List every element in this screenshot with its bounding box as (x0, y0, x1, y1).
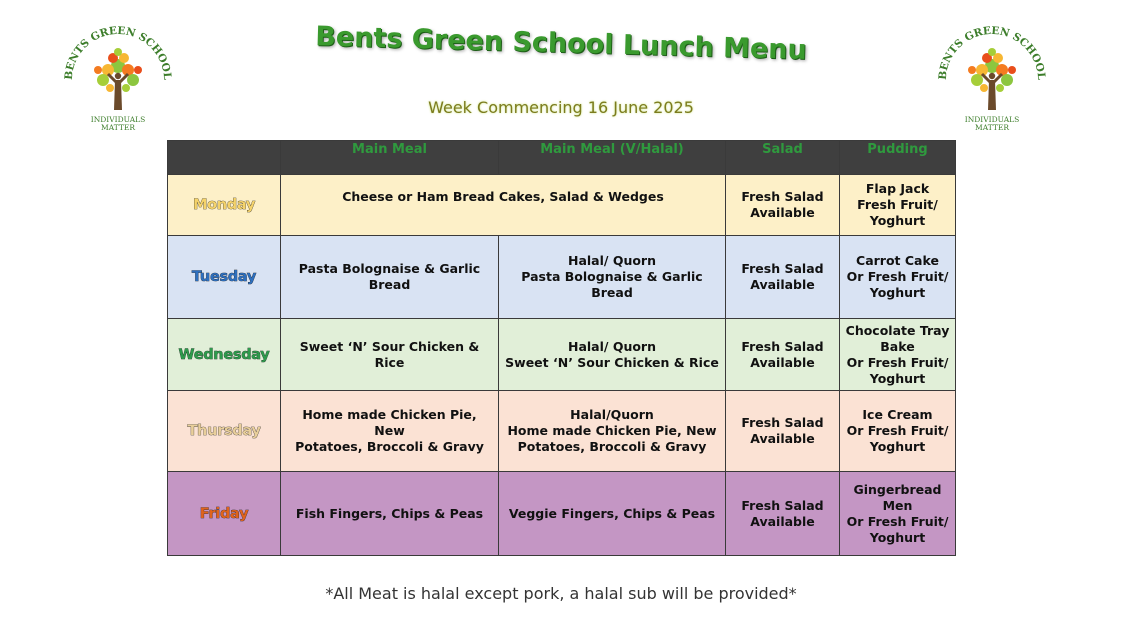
cell-line: Or Fresh Fruit/ (846, 423, 949, 438)
table-row (168, 472, 956, 556)
main-meal-cell (281, 319, 499, 391)
table-row (168, 319, 956, 391)
cell-line: Gingerbread (853, 481, 942, 497)
table-row (168, 236, 956, 319)
main-meal-cell (281, 391, 499, 472)
cell-line: Yoghurt (869, 529, 926, 545)
cell-line: Fresh Salad (741, 415, 824, 430)
cell-line: Yoghurt (869, 370, 926, 386)
cell-line: Carrot Cake (856, 253, 939, 268)
main-meal-combined-cell (281, 175, 726, 236)
cell-line: Halal/ Quorn (568, 338, 656, 354)
day-cell (168, 236, 281, 319)
cell-line: Bread (368, 277, 411, 292)
cell-line: Fresh Salad (741, 338, 824, 354)
cell-line: Halal/ Quorn (568, 253, 656, 268)
cell-line: Available (750, 277, 815, 292)
cell-line: Or Fresh Fruit/ (846, 354, 949, 370)
cell-line: Yoghurt (869, 439, 926, 454)
school-logo (932, 18, 1052, 138)
halal-note: *All Meat is halal except pork, a halal sub will be provided* (325, 584, 797, 603)
cell-line: Halal/Quorn (570, 407, 654, 422)
cell-line: Veggie Fingers, Chips & Peas (508, 505, 716, 521)
main-meal-veg-cell (499, 391, 726, 472)
salad-cell (726, 175, 840, 236)
main-meal-veg-cell (499, 236, 726, 319)
pudding-cell (840, 472, 956, 556)
cell-line: Available (750, 431, 815, 446)
table-row (168, 175, 956, 236)
cell-line: Or Fresh Fruit/ (846, 269, 949, 284)
column-header-day (168, 141, 281, 175)
cell-line: Home made Chicken Pie, New (302, 407, 477, 438)
cell-line: Fresh Salad (741, 189, 824, 204)
cell-line: Or Fresh Fruit/ (846, 513, 949, 529)
cell-line: Available (750, 513, 815, 529)
cell-line: Fresh Fruit/ (857, 197, 938, 212)
pudding-cell (840, 391, 956, 472)
cell-line: Yoghurt (869, 285, 926, 300)
main-meal-cell (281, 236, 499, 319)
pudding-cell (840, 236, 956, 319)
logo-tagline-2: MATTER (975, 123, 1009, 132)
main-meal-cell (281, 472, 499, 556)
day-cell (168, 175, 281, 236)
pudding-cell (840, 175, 956, 236)
logo-arc-text: BENTS GREEN SCHOOL (936, 24, 1048, 81)
cell-line: Pasta Bolognaise & Garlic (298, 261, 481, 276)
day-cell (168, 319, 281, 391)
cell-line: Flap Jack (865, 181, 930, 196)
salad-cell (726, 391, 840, 472)
day-label: Monday (192, 197, 256, 213)
cell-line: Fresh Salad (741, 261, 824, 276)
cell-line: Yoghurt (869, 213, 926, 228)
main-meal-veg-cell (499, 319, 726, 391)
cell-line: Sweet ‘N’ Sour Chicken & Rice (299, 338, 480, 370)
table-header-row (168, 141, 956, 175)
logo-tagline-1: INDIVIDUALS (964, 115, 1020, 124)
day-cell (168, 391, 281, 472)
main-meal-veg-cell (499, 472, 726, 556)
cell-line: Fish Fingers, Chips & Peas (295, 505, 484, 521)
page-title: Bents Green School Lunch Menu (314, 21, 808, 66)
lunch-menu-table (167, 140, 956, 556)
pudding-cell (840, 319, 956, 391)
column-header-salad: Salad (726, 141, 840, 175)
logo-arc-text: BENTS GREEN SCHOOL (62, 24, 174, 81)
column-header-main-meal: Main Meal (281, 141, 499, 175)
logo-tagline-1: INDIVIDUALS (90, 115, 146, 124)
salad-cell (726, 236, 840, 319)
day-label: Friday (199, 505, 249, 522)
cell-line: Chocolate Tray (845, 322, 950, 338)
cell-line: Available (750, 205, 815, 220)
cell-line: Home made Chicken Pie, New (507, 423, 717, 438)
day-label: Thursday (187, 423, 261, 439)
cell-line: Sweet ‘N’ Sour Chicken & Rice (505, 354, 719, 370)
column-header-main-meal-veg: Main Meal (V/Halal) (499, 141, 726, 175)
logo-tagline-2: MATTER (101, 123, 135, 132)
week-subtitle: Week Commencing 16 June 2025 (428, 98, 694, 117)
cell-line: Fresh Salad (741, 497, 824, 513)
cell-line: Bake (880, 338, 915, 354)
cell-line: Potatoes, Broccoli & Gravy (295, 439, 484, 454)
salad-cell (726, 319, 840, 391)
salad-cell (726, 472, 840, 556)
cell-line: Cheese or Ham Bread Cakes, Salad & Wedges (342, 189, 664, 204)
day-label: Tuesday (191, 269, 257, 285)
column-header-pudding: Pudding (840, 141, 956, 175)
day-label: Wednesday (178, 346, 270, 363)
day-cell (168, 472, 281, 556)
cell-line: Potatoes, Broccoli & Gravy (517, 439, 707, 454)
cell-line: Men (882, 497, 913, 513)
cell-line: Available (750, 354, 815, 370)
cell-line: Pasta Bolognaise & Garlic Bread (521, 269, 703, 300)
table-row (168, 391, 956, 472)
cell-line: Ice Cream (862, 407, 933, 422)
